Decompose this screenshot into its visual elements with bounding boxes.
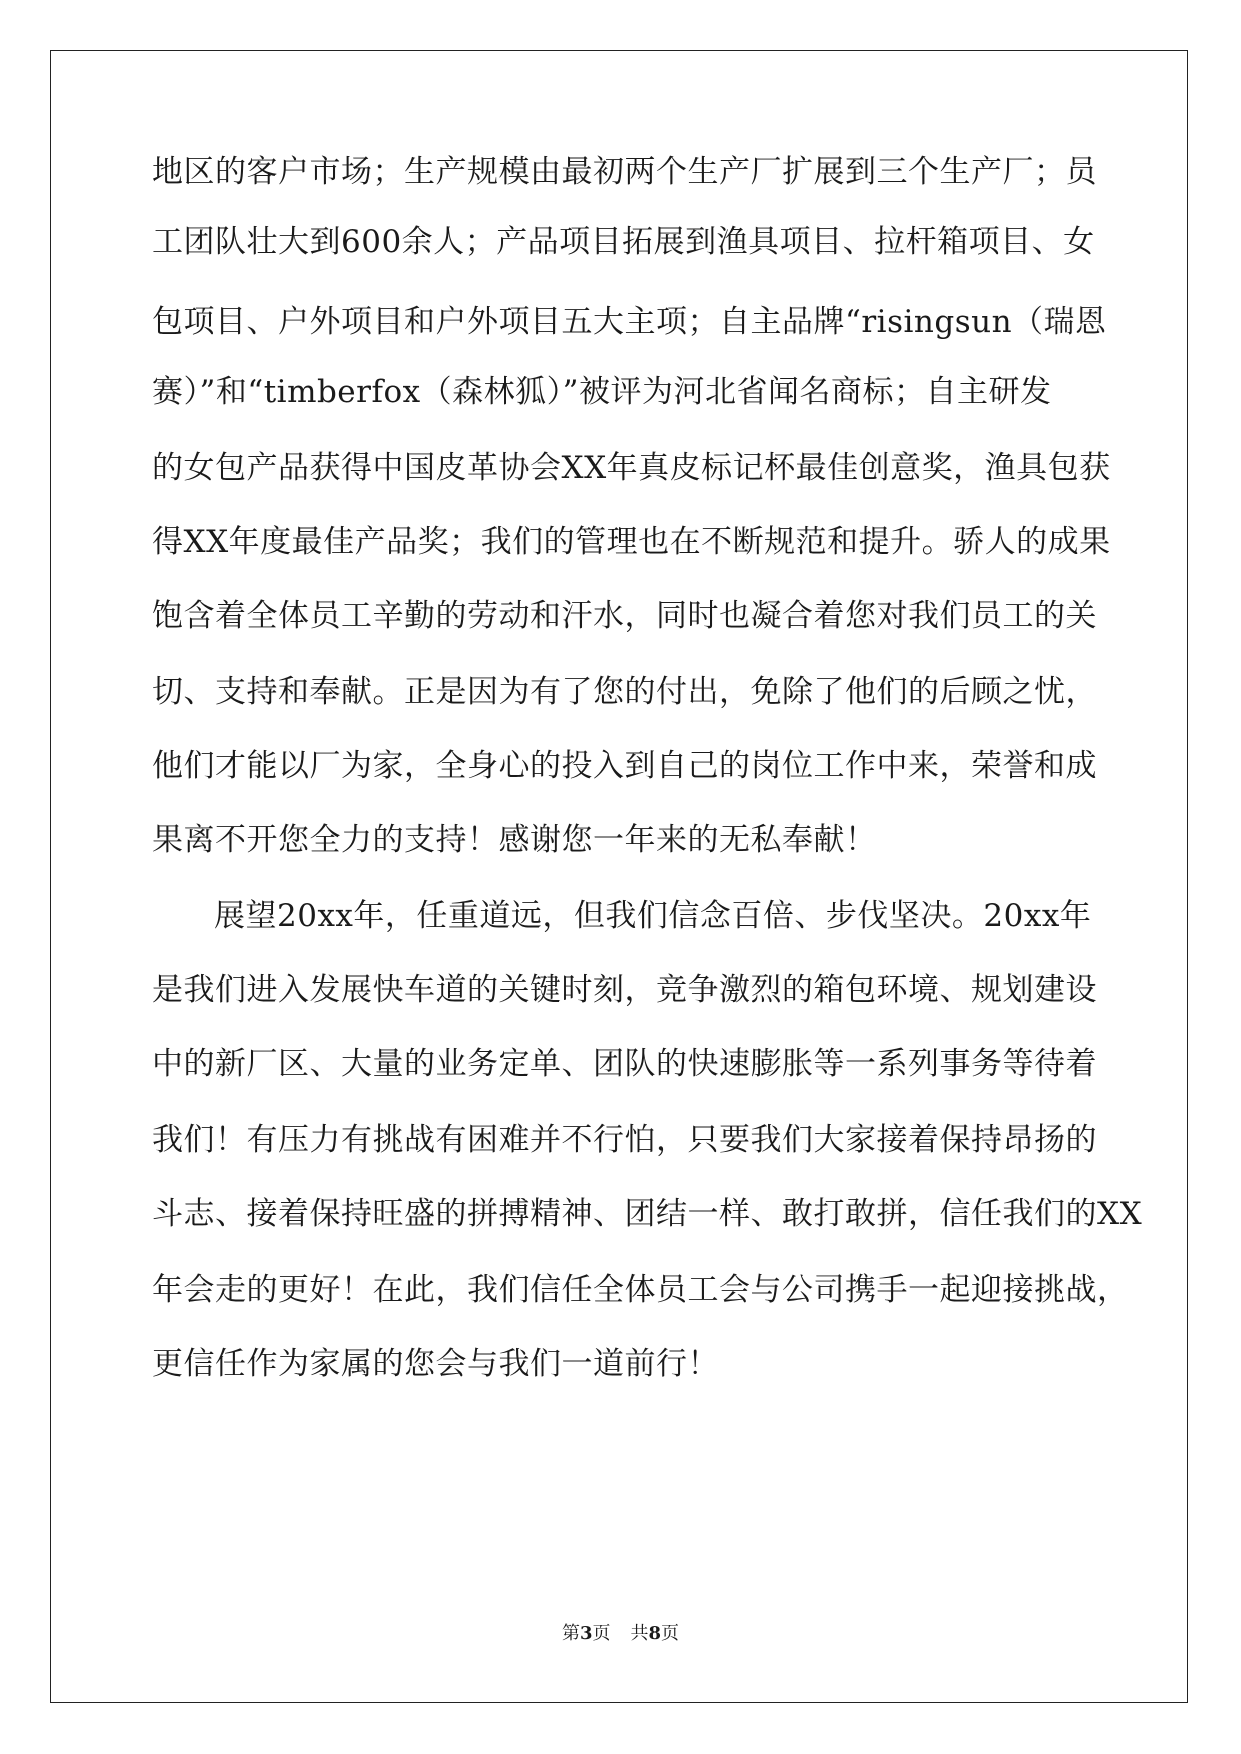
text-line: 包项目、户外项目和户外项目五大主项；自主品牌“risingsun（瑞恩 xyxy=(152,304,1107,340)
footer-total-suffix: 页 xyxy=(661,1623,680,1644)
text-line: 他们才能以厂为家，全身心的投入到自己的岗位工作中来，荣誉和成 xyxy=(152,748,1097,784)
text-line: 切、支持和奉献。正是因为有了您的付出，免除了他们的后顾之忧， xyxy=(152,674,1097,710)
text-line: 年会走的更好！在此，我们信任全体员工会与公司携手一起迎接挑战， xyxy=(152,1272,1129,1308)
text-line: 的女包产品获得中国皮革协会XX年真皮标记杯最佳创意奖，渔具包获 xyxy=(152,450,1111,486)
text-line: 中的新厂区、大量的业务定单、团队的快速膨胀等一系列事务等待着 xyxy=(152,1046,1097,1082)
text-line: 得XX年度最佳产品奖；我们的管理也在不断规范和提升。骄人的成果 xyxy=(152,524,1111,560)
text-line: 我们！有压力有挑战有困难并不行怕，只要我们大家接着保持昂扬的 xyxy=(152,1122,1097,1158)
footer-total-prefix: 共 xyxy=(630,1623,649,1644)
text-line: 展望20xx年，任重道远，但我们信念百倍、步伐坚决。20xx年 xyxy=(214,898,1092,934)
text-line: 饱含着全体员工辛勤的劳动和汗水，同时也凝合着您对我们员工的关 xyxy=(152,598,1097,634)
page-border xyxy=(50,50,1188,1703)
page-footer xyxy=(0,1622,1241,1646)
text-line: 是我们进入发展快车道的关键时刻，竞争激烈的箱包环境、规划建设 xyxy=(152,972,1097,1008)
footer-page-total: 8 xyxy=(648,1623,662,1644)
footer-page-current: 3 xyxy=(579,1623,593,1644)
text-line: 赛）”和“timberfox（森林狐）”被评为河北省闻名商标；自主研发 xyxy=(152,374,1052,410)
footer-page-suffix: 页 xyxy=(592,1623,611,1644)
text-line: 更信任作为家属的您会与我们一道前行！ xyxy=(152,1346,719,1382)
text-line: 地区的客户市场；生产规模由最初两个生产厂扩展到三个生产厂；员 xyxy=(152,154,1097,190)
text-line: 果离不开您全力的支持！感谢您一年来的无私奉献！ xyxy=(152,822,877,858)
footer-page-prefix: 第 xyxy=(561,1623,580,1644)
text-line: 斗志、接着保持旺盛的拼搏精神、团结一样、敢打敢拼，信任我们的XX xyxy=(152,1196,1143,1232)
text-line: 工团队壮大到600余人；产品项目拓展到渔具项目、拉杆箱项目、女 xyxy=(152,224,1095,260)
